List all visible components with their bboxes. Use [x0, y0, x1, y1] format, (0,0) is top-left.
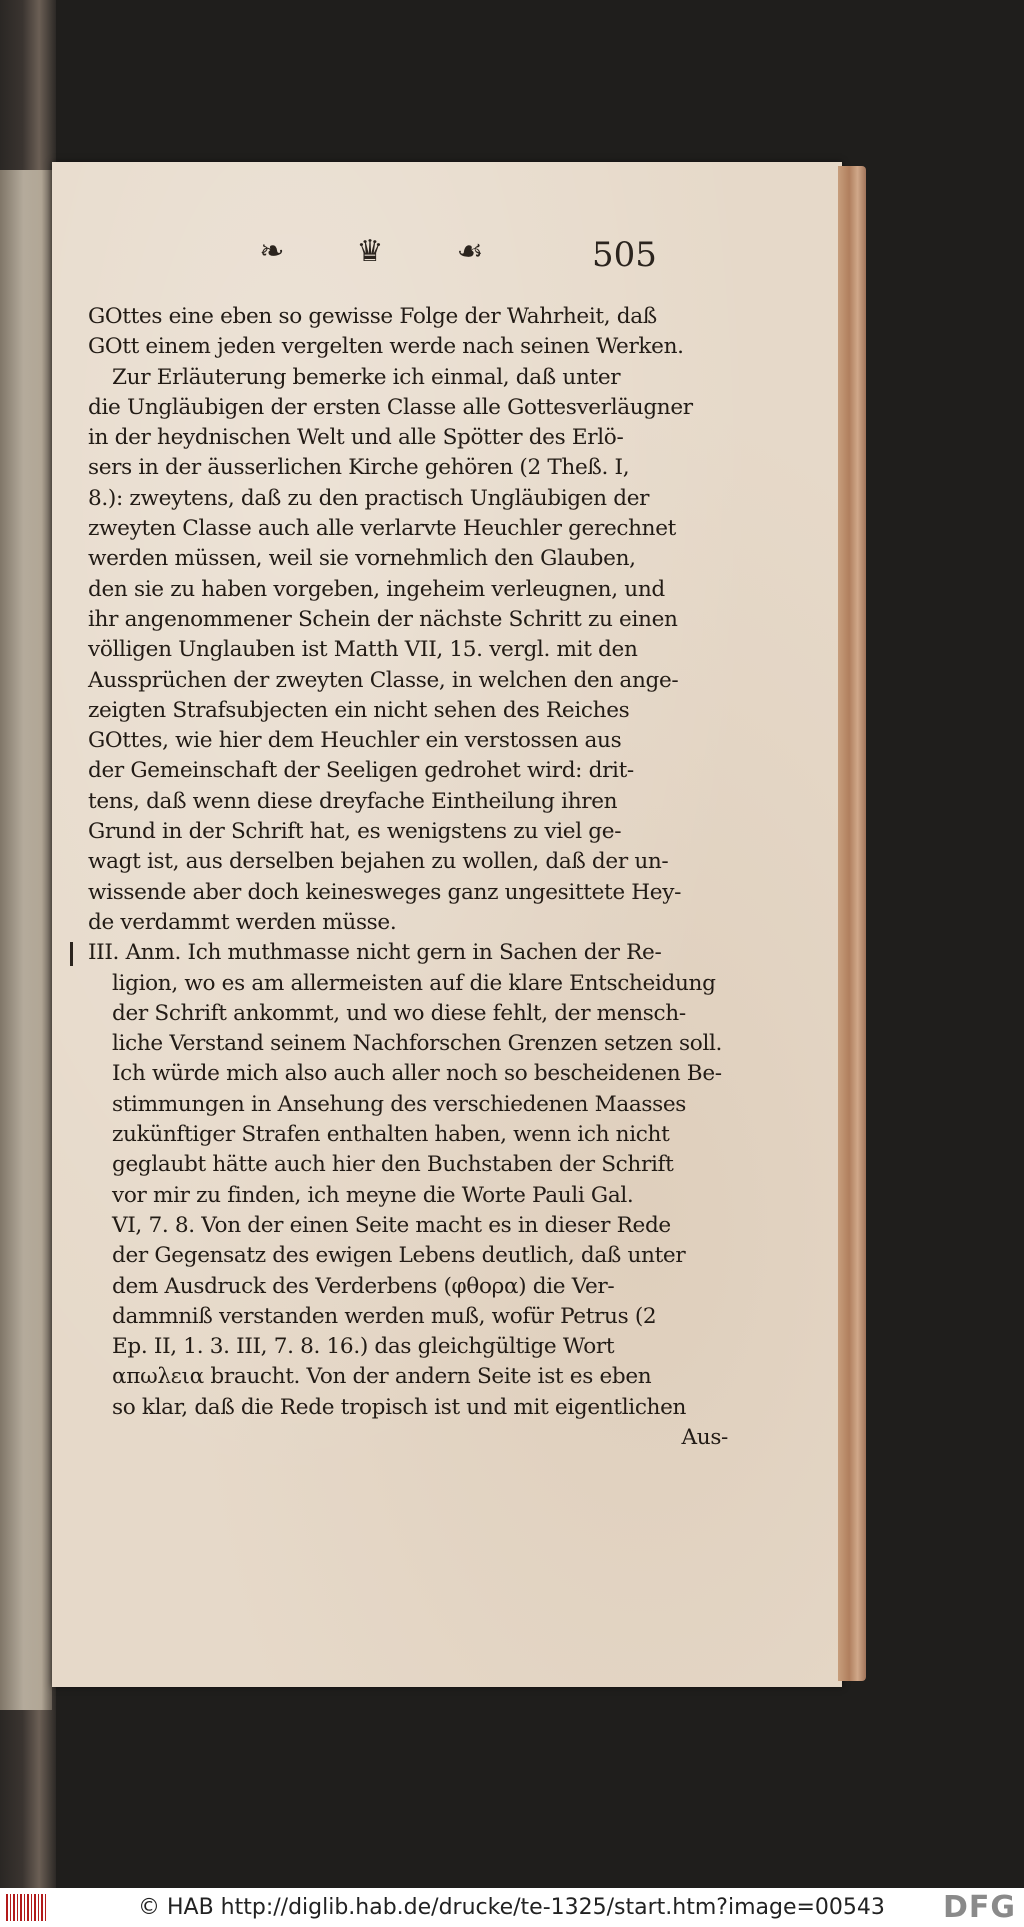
text-line: GOttes eine eben so gewisse Folge der Wahrheit, daß: [88, 304, 657, 329]
text-line: Grund in der Schrift hat, es wenigstens zu viel ge-: [88, 819, 622, 845]
page-header: [52, 232, 842, 282]
text-line: der Schrift ankommt, und wo diese fehlt, der mensch-: [112, 1000, 686, 1026]
margin-marker: [70, 942, 73, 966]
book-page: [52, 162, 842, 1687]
text-line: de verdammt werden müsse.: [88, 909, 397, 935]
text-line: zeigten Strafsubjecten ein nicht sehen des Reiches: [88, 697, 630, 723]
catchword: Aus-: [681, 1424, 728, 1450]
text-line: der Gemeinschaft der Seeligen gedrohet wird: drit-: [88, 758, 634, 784]
text-line: ligion, wo es am allermeisten auf die klare Entscheidung: [112, 970, 716, 996]
text-line: GOttes, wie hier dem Heuchler ein verstossen aus: [88, 728, 622, 754]
text-line: sers in der äusserlichen Kirche gehören (2 Theß. I,: [88, 455, 630, 481]
dfg-logo: DFG: [942, 1890, 1016, 1925]
ornament-right-icon: ☙: [456, 234, 484, 269]
text-line: Ep. II, 1. 3. III, 7. 8. 16.) das gleichgültige Wort: [112, 1334, 615, 1360]
page-fore-edge: [838, 166, 866, 1681]
text-line: geglaubt hätte auch hier den Buchstaben der Schrift: [112, 1152, 674, 1178]
text-line: zweyten Classe auch alle verlarvte Heuchler gerechnet: [88, 516, 676, 542]
text-line: VI, 7. 8. Von der einen Seite macht es in dieser Rede: [112, 1212, 671, 1238]
barcode-icon: [6, 1894, 46, 1921]
text-line: wissende aber doch keinesweges ganz ungesittete Hey-: [88, 879, 682, 905]
text-line: απωλεια braucht. Von der andern Seite ist es eben: [112, 1364, 652, 1390]
text-line: Aussprüchen der zweyten Classe, in welchen den ange-: [88, 667, 679, 693]
footer-bar: [0, 1888, 1024, 1927]
text-line: vor mir zu finden, ich meyne die Worte Pauli Gal.: [112, 1182, 634, 1208]
text-line: 8.): zweytens, daß zu den practisch Ungläubigen der: [88, 485, 650, 511]
page-text: [88, 302, 728, 1453]
text-line: den sie zu haben vorgeben, ingeheim verleugnen, und: [88, 576, 665, 602]
text-line: die Ungläubigen der ersten Classe alle Gottesverläugner: [88, 394, 693, 420]
text-line: in der heydnischen Welt und alle Spötter des Erlö-: [88, 425, 624, 451]
ornament-left-icon: ❧: [259, 234, 285, 269]
text-line: Zur Erläuterung bemerke ich einmal, daß unter: [112, 364, 621, 390]
text-line: dem Ausdruck des Verderbens (φθορα) die Ver-: [112, 1273, 615, 1299]
text-line: zukünftiger Strafen enthalten haben, wenn ich nicht: [112, 1122, 670, 1148]
text-line: stimmungen in Ansehung des verschiedenen Maasses: [112, 1091, 687, 1117]
text-line: ihr angenommener Schein der nächste Schritt zu einen: [88, 606, 678, 632]
ornament-crown-icon: ♛: [356, 234, 384, 269]
text-line: wagt ist, aus derselben bejahen zu wollen, daß der un-: [88, 849, 669, 875]
page-number: 505: [592, 235, 657, 275]
text-line: dammniß verstanden werden muß, wofür Petrus (2: [112, 1303, 657, 1329]
text-line: der Gegensatz des ewigen Lebens deutlich, daß unter: [112, 1243, 686, 1269]
text-line: tens, daß wenn diese dreyfache Eintheilung ihren: [88, 788, 618, 814]
text-line: völligen Unglauben ist Matth VII, 15. vergl. mit den: [88, 637, 638, 663]
text-line: werden müssen, weil sie vornehmlich den Glauben,: [88, 546, 636, 572]
left-page-fold: [0, 170, 52, 1710]
text-line: III. Anm. Ich muthmasse nicht gern in Sachen der Re-: [88, 940, 662, 966]
text-line: Ich würde mich also auch aller noch so bescheidenen Be-: [112, 1061, 722, 1087]
text-line: so klar, daß die Rede tropisch ist und mit eigentlichen: [112, 1394, 687, 1420]
text-line: liche Verstand seinem Nachforschen Grenzen setzen soll.: [112, 1031, 723, 1057]
text-line: GOtt einem jeden vergelten werde nach seinen Werken.: [88, 334, 684, 360]
copyright-url[interactable]: © HAB http://diglib.hab.de/drucke/te-1325/start.htm?image=00543: [138, 1895, 885, 1920]
